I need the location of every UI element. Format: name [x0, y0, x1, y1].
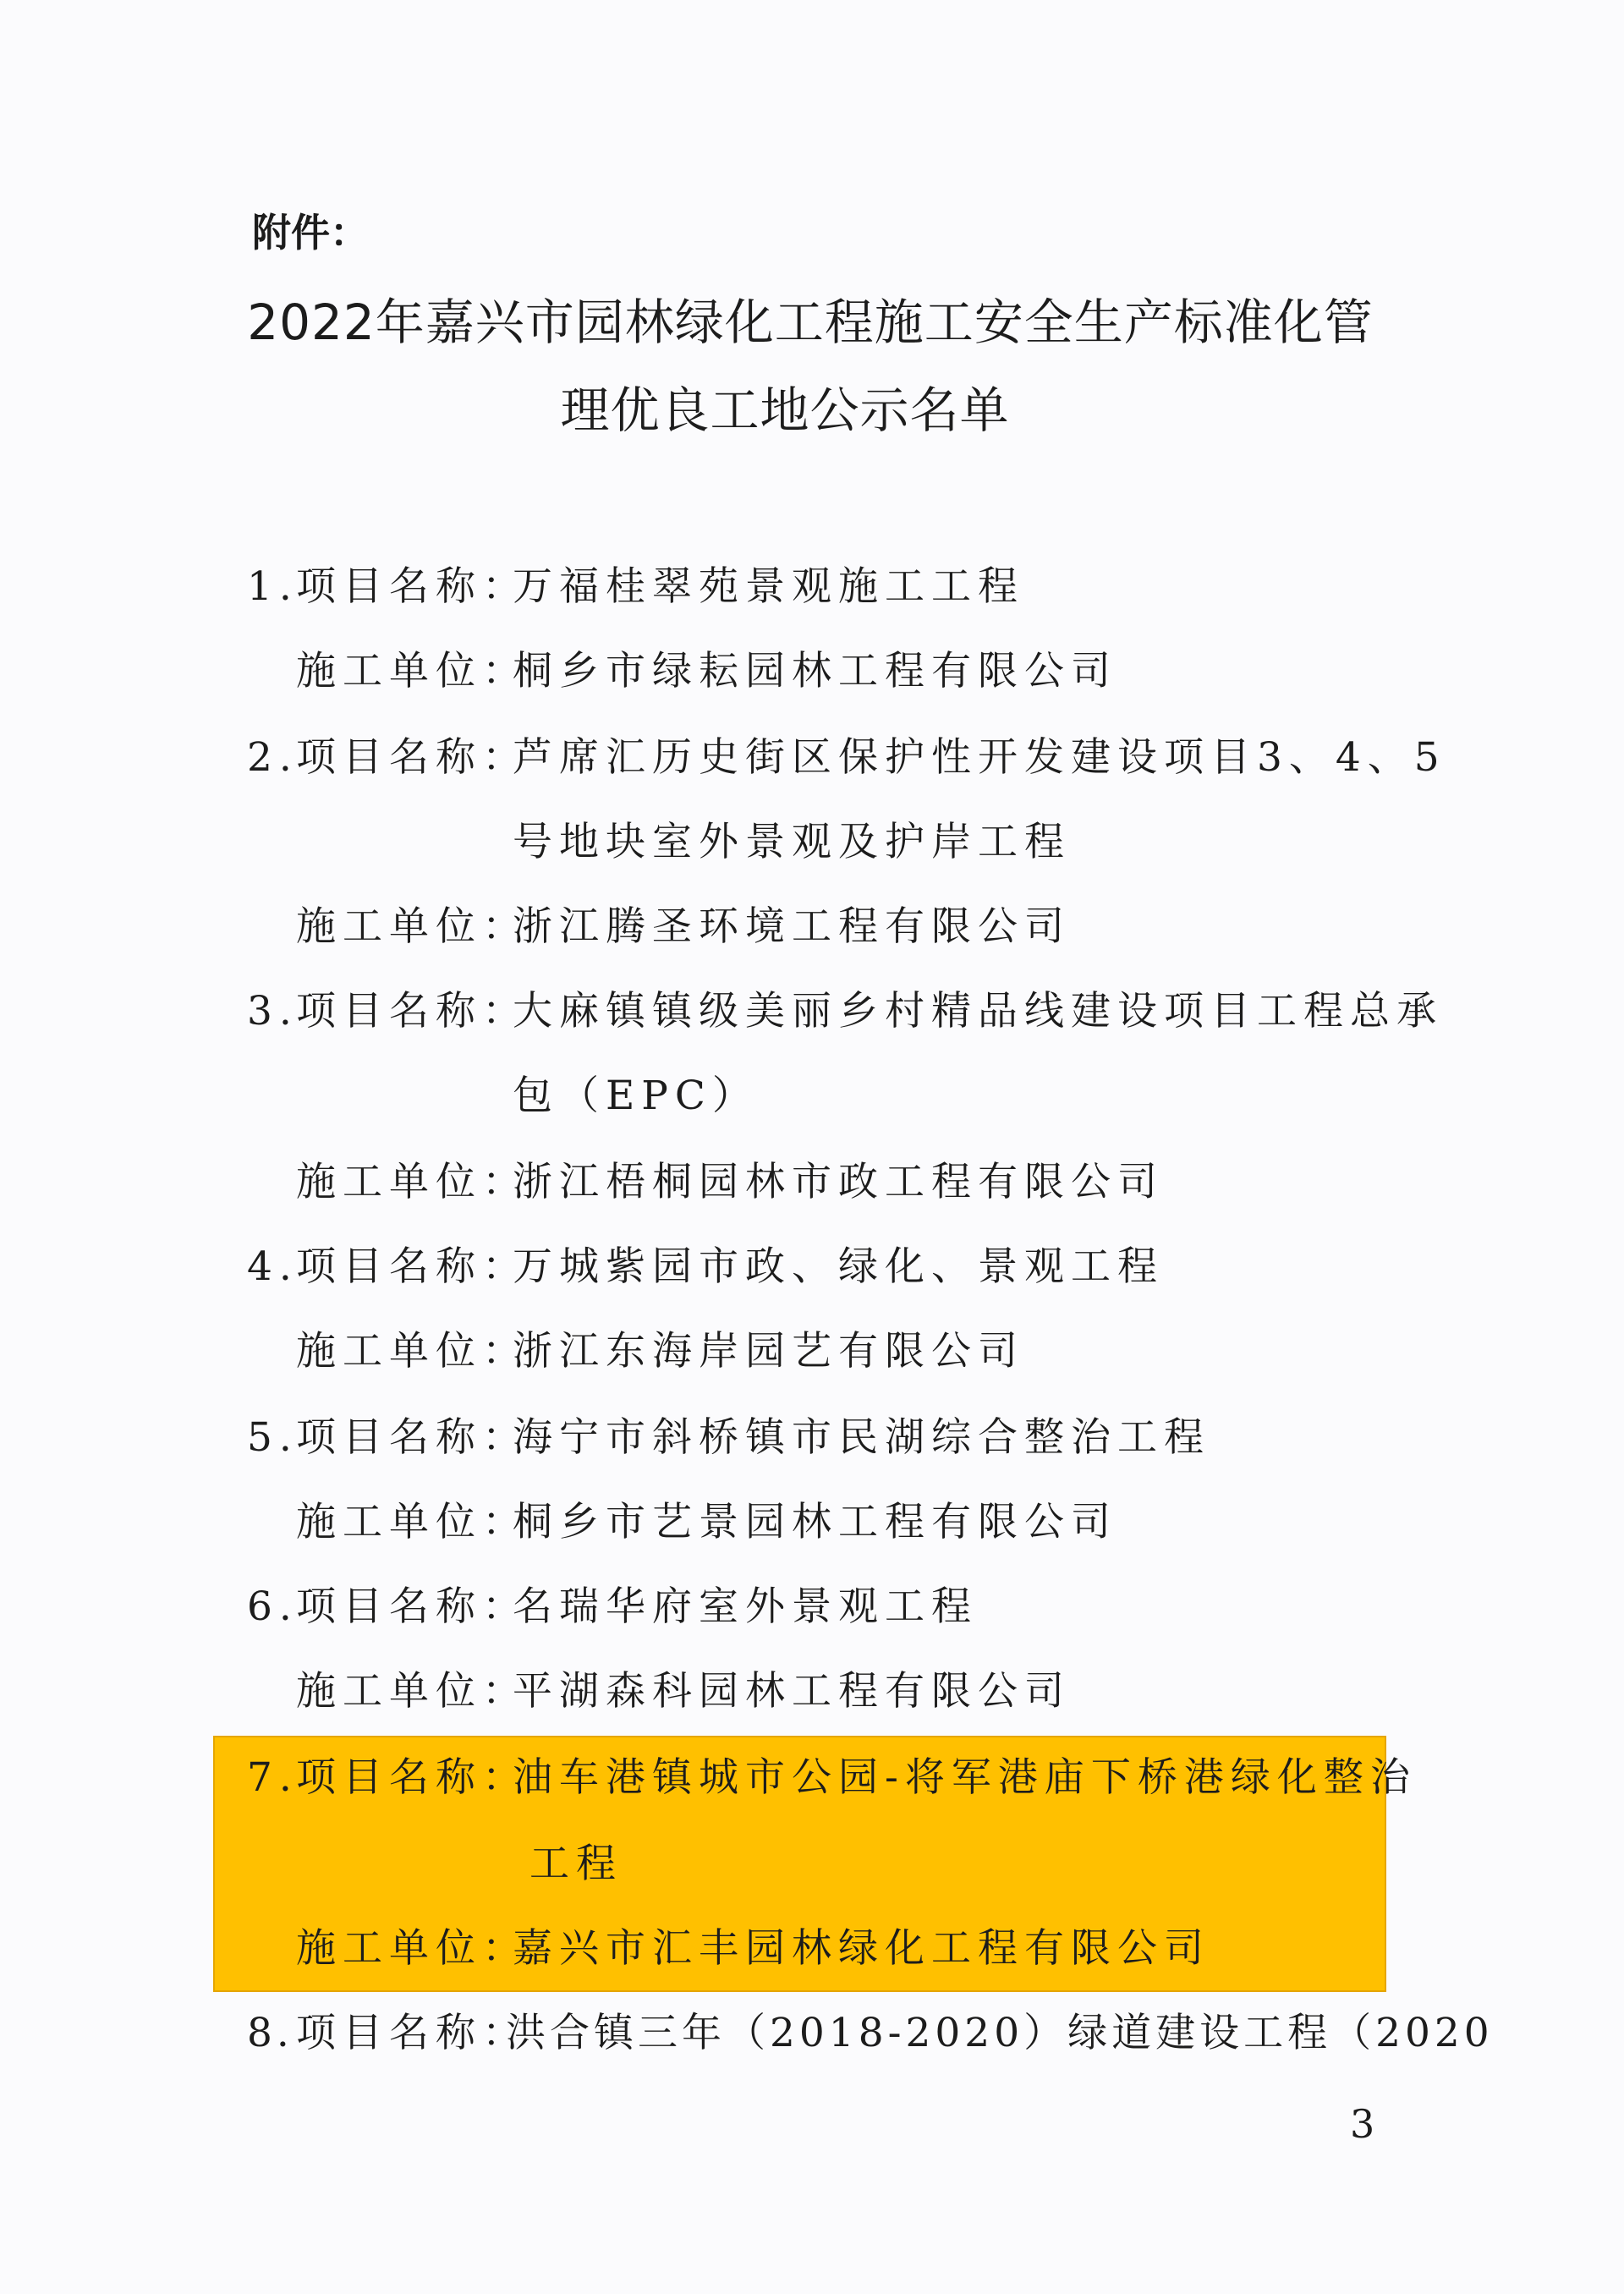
construction-unit-label: 施工单位：	[296, 1328, 529, 1375]
attachment-label: 附件：	[252, 210, 369, 255]
construction-unit-label: 施工单位：	[296, 903, 529, 950]
project-name: 万福桂翠苑景观施工工程	[513, 563, 1024, 610]
entry-number: 5.	[247, 1414, 299, 1461]
project-name-label: 项目名称：	[296, 988, 529, 1034]
entry-number: 3.	[247, 988, 299, 1034]
construction-unit-label: 施工单位：	[296, 1499, 529, 1545]
construction-unit: 浙江梧桐园林市政工程有限公司	[513, 1159, 1164, 1205]
project-name-label: 项目名称：	[296, 734, 529, 781]
project-name: 名瑞华府室外景观工程	[513, 1583, 978, 1630]
entry-number: 4.	[247, 1243, 299, 1290]
construction-unit: 浙江腾圣环境工程有限公司	[513, 903, 1071, 950]
project-name: 海宁市斜桥镇市民湖综合整治工程	[513, 1414, 1210, 1461]
project-name-label: 项目名称：	[296, 1754, 529, 1801]
construction-unit: 嘉兴市汇丰园林绿化工程有限公司	[513, 1925, 1210, 1972]
construction-unit-label: 施工单位：	[296, 1159, 529, 1205]
entry-number: 8.	[247, 2010, 294, 2056]
project-name: 油车港镇城市公园-将军港庙下桥港绿化整治	[513, 1754, 1417, 1801]
project-name: 洪合镇三年（2018-2020）绿道建设工程（2020	[506, 2010, 1494, 2056]
construction-unit: 平湖森科园林工程有限公司	[513, 1668, 1071, 1715]
project-name-label: 项目名称：	[296, 1243, 529, 1290]
construction-unit-label: 施工单位：	[296, 1925, 529, 1972]
project-name-continued: 包（EPC）	[513, 1073, 759, 1119]
page-number: 3	[1350, 2101, 1375, 2147]
project-name: 万城紫园市政、绿化、景观工程	[513, 1243, 1164, 1290]
entry-number: 2.	[247, 734, 299, 781]
construction-unit: 浙江东海岸园艺有限公司	[513, 1328, 1024, 1375]
entry-number: 1.	[247, 563, 299, 610]
construction-unit-label: 施工单位：	[296, 648, 529, 694]
construction-unit: 桐乡市绿耘园林工程有限公司	[513, 648, 1117, 694]
project-name: 大麻镇镇级美丽乡村精品线建设项目工程总承	[513, 988, 1443, 1034]
project-name-label: 项目名称：	[296, 1414, 529, 1461]
construction-unit: 桐乡市艺景园林工程有限公司	[513, 1499, 1117, 1545]
page-title-line-1: 2022年嘉兴市园林绿化工程施工安全生产标准化管	[247, 294, 1374, 351]
project-name-label: 项目名称：	[296, 1583, 529, 1630]
entry-number: 7.	[247, 1754, 299, 1801]
project-name-label: 项目名称：	[296, 563, 529, 610]
page-title-line-2: 理优良工地公示名单	[560, 381, 1010, 439]
construction-unit-label: 施工单位：	[296, 1668, 529, 1715]
project-name-continued: 号地块室外景观及护岸工程	[513, 819, 1071, 865]
project-name: 芦席汇历史街区保护性开发建设项目3、4、5	[513, 734, 1446, 781]
entry-number: 6.	[247, 1583, 299, 1630]
project-name-label: 项目名称：	[296, 2010, 529, 2056]
project-name-continued: 工程	[529, 1841, 623, 1887]
